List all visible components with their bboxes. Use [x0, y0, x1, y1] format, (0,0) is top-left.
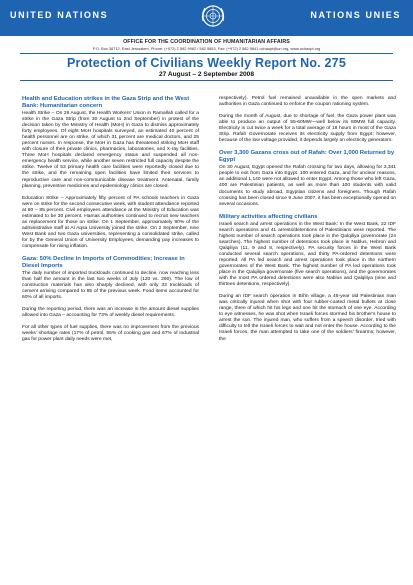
paragraph-rafah: On 30 August, Egypt opened the Rafah crossing for two days, allowing for 3,341 people to exit from Gaza into Egypt. 100 entered Gaza, and for unclear reasons, an additional 1,140 were not allowed to enter Egypt. Among those who left Gaza, 400 are Palestinian patients, as well as more than 100 students with valid documents to study abroad, Egyptian citizens and foreigners. Though Rafah crossing has been closed since 9 June 2007, it has been exceptionally opened on several occasions.: [219, 165, 397, 207]
left-column: [22, 96, 199, 350]
paragraph-fuel: For all other types of fuel supplies, there was no improvement from the previous weeks' shortage rates (17% of petrol, 55% of cooking gas and 67% of industrial gas for power plant daily needs were met,: [22, 325, 199, 343]
paragraph-education-strike: Education Strike – Approximately fifty percent of PA schools teachers in Gaza were on strike for the second consecutive week, with student attendance reported at 60 – 85 percent. Civil employees attendance at the Ministry of Education was estimated to be 30 percent. Hamas authorities continued to recruit new teachers as replacement for those on strike. On 1 September, approximately 90% of the administrative staff at Al Aqsa University joined the strike. On 2 September, nine West Bank and two Gaza universities, representing a consolidated strike, called for by the General Union of University Employees, demanding pay increases to compensate for rising inflation.: [22, 195, 199, 249]
un-emblem-icon: [198, 2, 228, 32]
title-divider: [20, 80, 393, 81]
office-address: P.O. Box 38712, East Jerusalem, Phone: (+972) 2 582 9962 / 582 5853, Fax: (+972) 2 582 5841 ochaopt@un.org, www.ochaopt.org: [92, 46, 321, 51]
office-name: OFFICE FOR THE COORDINATION OF HUMANITARIAN AFFAIRS: [123, 39, 290, 45]
paragraph-health-strike: Health Strike – On 29 August, the Health Workers' Union in Ramallah called for a strike in the Gaza Strip (from 30 August to 2nd September) in protest of the decision taken by the Ministry of Health (MoH) in Gaza to dismiss approximately forty employees. Of eight MoH hospitals surveyed, an estimated 40 percent of health personnel are on strike, of which 31 percent are medical doctors, and 25 percent nurses. In response, the MoH in Gaza has threatened striking MoH staff with closure of their private clinics, pharmacies, laboratories, and X-ray facilities. Three MoH hospitals declared emergency status and suspended all non-emergency health service, while another seven restricted full capacity despite the strike. Twelve of 53 primary health care facilities were reportedly closed due to the strike, and the remaining open facilities have limited their services to reproductive care and non-communicable disease treatment. Antenatal, family planning, preventive medicines and epidemiology clinics are closed.: [22, 111, 199, 189]
paragraph-bilin-incident: During an IDF search operation in Bil'in village, a 45-year old Palestinian man was critically injured when shot with four rubber-coated metal bullets at close range, three of which hit his legs and one hit the stomach of one eye. According to eye witnesses, he was shot when Israeli forces stormed his brother's house to arrest the son. The injured man, who suffers from a speech disorder, tried with difficulty to tell the Israeli forces to wait and not enter the house. According to the Israeli forces, the man attempted to take one of the soldiers' firearms; however, the: [219, 294, 396, 342]
report-title: Protection of Civilians Weekly Report No. 275: [67, 56, 346, 70]
right-column: [219, 96, 396, 349]
paragraph-fuel-continued: respectively). Petrol fuel remained unavailable in the open markets and authorities in Gaza continued to enforce the coupon rationing system.: [219, 96, 396, 108]
un-english-name: UNITED NATIONS: [10, 10, 109, 20]
header-divider: [20, 53, 393, 54]
report-dates: 27 August – 2 September 2008: [158, 71, 255, 78]
section-heading-imports: Gaza: 50% Decline in Imports of Commodities; Increase in Diesel Imports: [22, 256, 185, 270]
paragraph-imports-decline: The daily number of imported truckloads continued to decline, now reaching less than half the amount in the last two weeks of July (120 vs. 290). The low of construction materials has also sharply declined, with only 33 truckloads of cement arriving compared to 85 of the previous week. Food items accounted for 60% of all imports.: [22, 271, 199, 301]
section-heading-strikes: Health and Education strikes in the Gaza Strip and the West Bank: Humanitarian concern: [22, 96, 190, 109]
paragraph-search-operations: Israeli search and arrest operations in the West Bank: In the West Bank, 22 IDF search operations and 41 arrests/detentions of Palestinians were reported. The highest number of search operations took place in the Qalqiliya governorate (24 searches). The highest number of detentions took place in Nablus, Hebron and Qalqiliya (11, 9 and 8, respectively). PA security forces in the West Bank conducted several search operations, and thirty PA-ordered detentions were reported. All PA led search and arrest operations took place in the northern governorates of the West Bank. The highest number of PA led operations took place in the Qalqiliya governorate (five search operations), and the governorates with the most PA ordered detentions were also Nablus and Qalqiliya (nine and thirteen detentions, respectively).: [219, 221, 396, 288]
header-band: [0, 0, 413, 36]
section-heading-military: Military activities affecting civilians: [219, 213, 318, 220]
paragraph-power-plant: During the month of August, due to shortage of fuel, the Gaza power plant was able to produce an output of 55-60MW—well below its 80MW full capacity. Electricity is cut twice a week for a total average of 18 hours in most of the Gaza Strip. Rafah Governorate receives its electricity supply from Egypt; however, because of the low voltage provided, it depends largely on electricity generators.: [219, 114, 396, 144]
section-heading-rafah: Over 3,300 Gazans cross out of Rafah: Over 1,000 Returned by Egypt: [219, 150, 395, 164]
un-french-name: NATIONS UNIES: [310, 10, 401, 20]
paragraph-diesel: During the reporting period, there was an increase in the amount diesel supplies allowed into Gaza – accounting for 73% of weekly diesel requirements.: [22, 307, 199, 319]
